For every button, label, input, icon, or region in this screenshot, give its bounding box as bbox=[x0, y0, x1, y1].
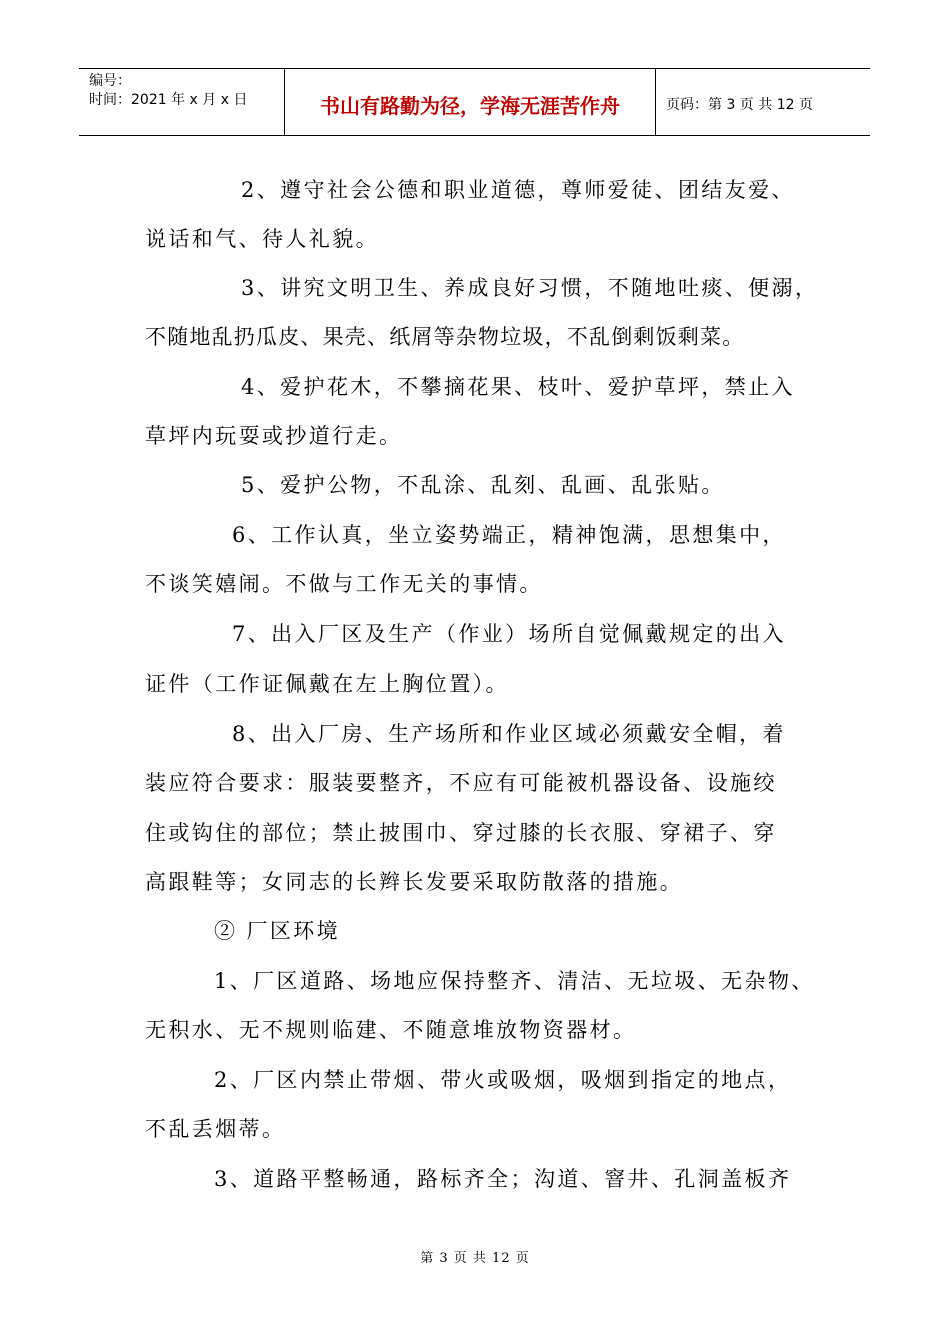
body-line: 不乱丢烟蒂。 bbox=[145, 1117, 286, 1141]
body-line: 无积水、无不规则临建、不随意堆放物资器材。 bbox=[145, 1018, 637, 1042]
body-line: 3、讲究文明卫生、养成良好习惯，不随地吐痰、便溺， bbox=[241, 276, 819, 300]
body-line: 3、道路平整畅通，路标齐全；沟道、窨井、孔洞盖板齐 bbox=[214, 1167, 792, 1191]
body-line: 1、厂区道路、场地应保持整齐、清洁、无垃圾、无杂物、 bbox=[214, 969, 815, 993]
body-line: 草坪内玩耍或抄道行走。 bbox=[145, 424, 403, 448]
section-heading: ② 厂区环境 bbox=[214, 919, 341, 943]
header-page-info: 页码：第 3 页 共 12 页 bbox=[666, 97, 813, 113]
body-line: 8、出入厂房、生产场所和作业区域必须戴安全帽，着 bbox=[232, 722, 786, 746]
document-number: 编号： bbox=[89, 73, 131, 89]
body-line: 2、厂区内禁止带烟、带火或吸烟，吸烟到指定的地点， bbox=[214, 1068, 792, 1092]
header-motto: 书山有路勤为径，学海无涯苦作舟 bbox=[284, 69, 656, 135]
page-header bbox=[79, 68, 870, 136]
body-line: 5、爱护公物，不乱涂、乱刻、乱画、乱张贴。 bbox=[241, 473, 725, 497]
header-meta bbox=[79, 69, 284, 135]
body-line: 4、爱护花木，不攀摘花果、枝叶、爱护草坪，禁止入 bbox=[241, 375, 795, 399]
body-line: 装应符合要求：服装要整齐，不应有可能被机器设备、设施绞 bbox=[145, 771, 777, 795]
body-line: 证件（工作证佩戴在左上胸位置）。 bbox=[145, 672, 509, 696]
body-line: 高跟鞋等；女同志的长辫长发要采取防散落的措施。 bbox=[145, 870, 684, 894]
body-line: 7、出入厂区及生产（作业）场所自觉佩戴规定的出入 bbox=[232, 622, 786, 646]
body-line: 不随地乱扔瓜皮、果壳、纸屑等杂物垃圾，不乱倒剩饭剩菜。 bbox=[145, 325, 745, 349]
body-line: 6、工作认真，坐立姿势端正，精神饱满，思想集中， bbox=[232, 523, 786, 547]
body-line: 住或钩住的部位；禁止披围巾、穿过膝的长衣服、穿裙子、穿 bbox=[145, 821, 777, 845]
body-line: 说话和气、待人礼貌。 bbox=[145, 227, 379, 251]
document-date: 时间：2021 年 x 月 x 日 bbox=[89, 92, 248, 108]
body-line: 不谈笑嬉闹。不做与工作无关的事情。 bbox=[145, 572, 543, 596]
body-line: 2、遵守社会公德和职业道德，尊师爱徒、团结友爱、 bbox=[241, 178, 795, 202]
page-footer: 第 3 页 共 12 页 bbox=[420, 1251, 530, 1266]
